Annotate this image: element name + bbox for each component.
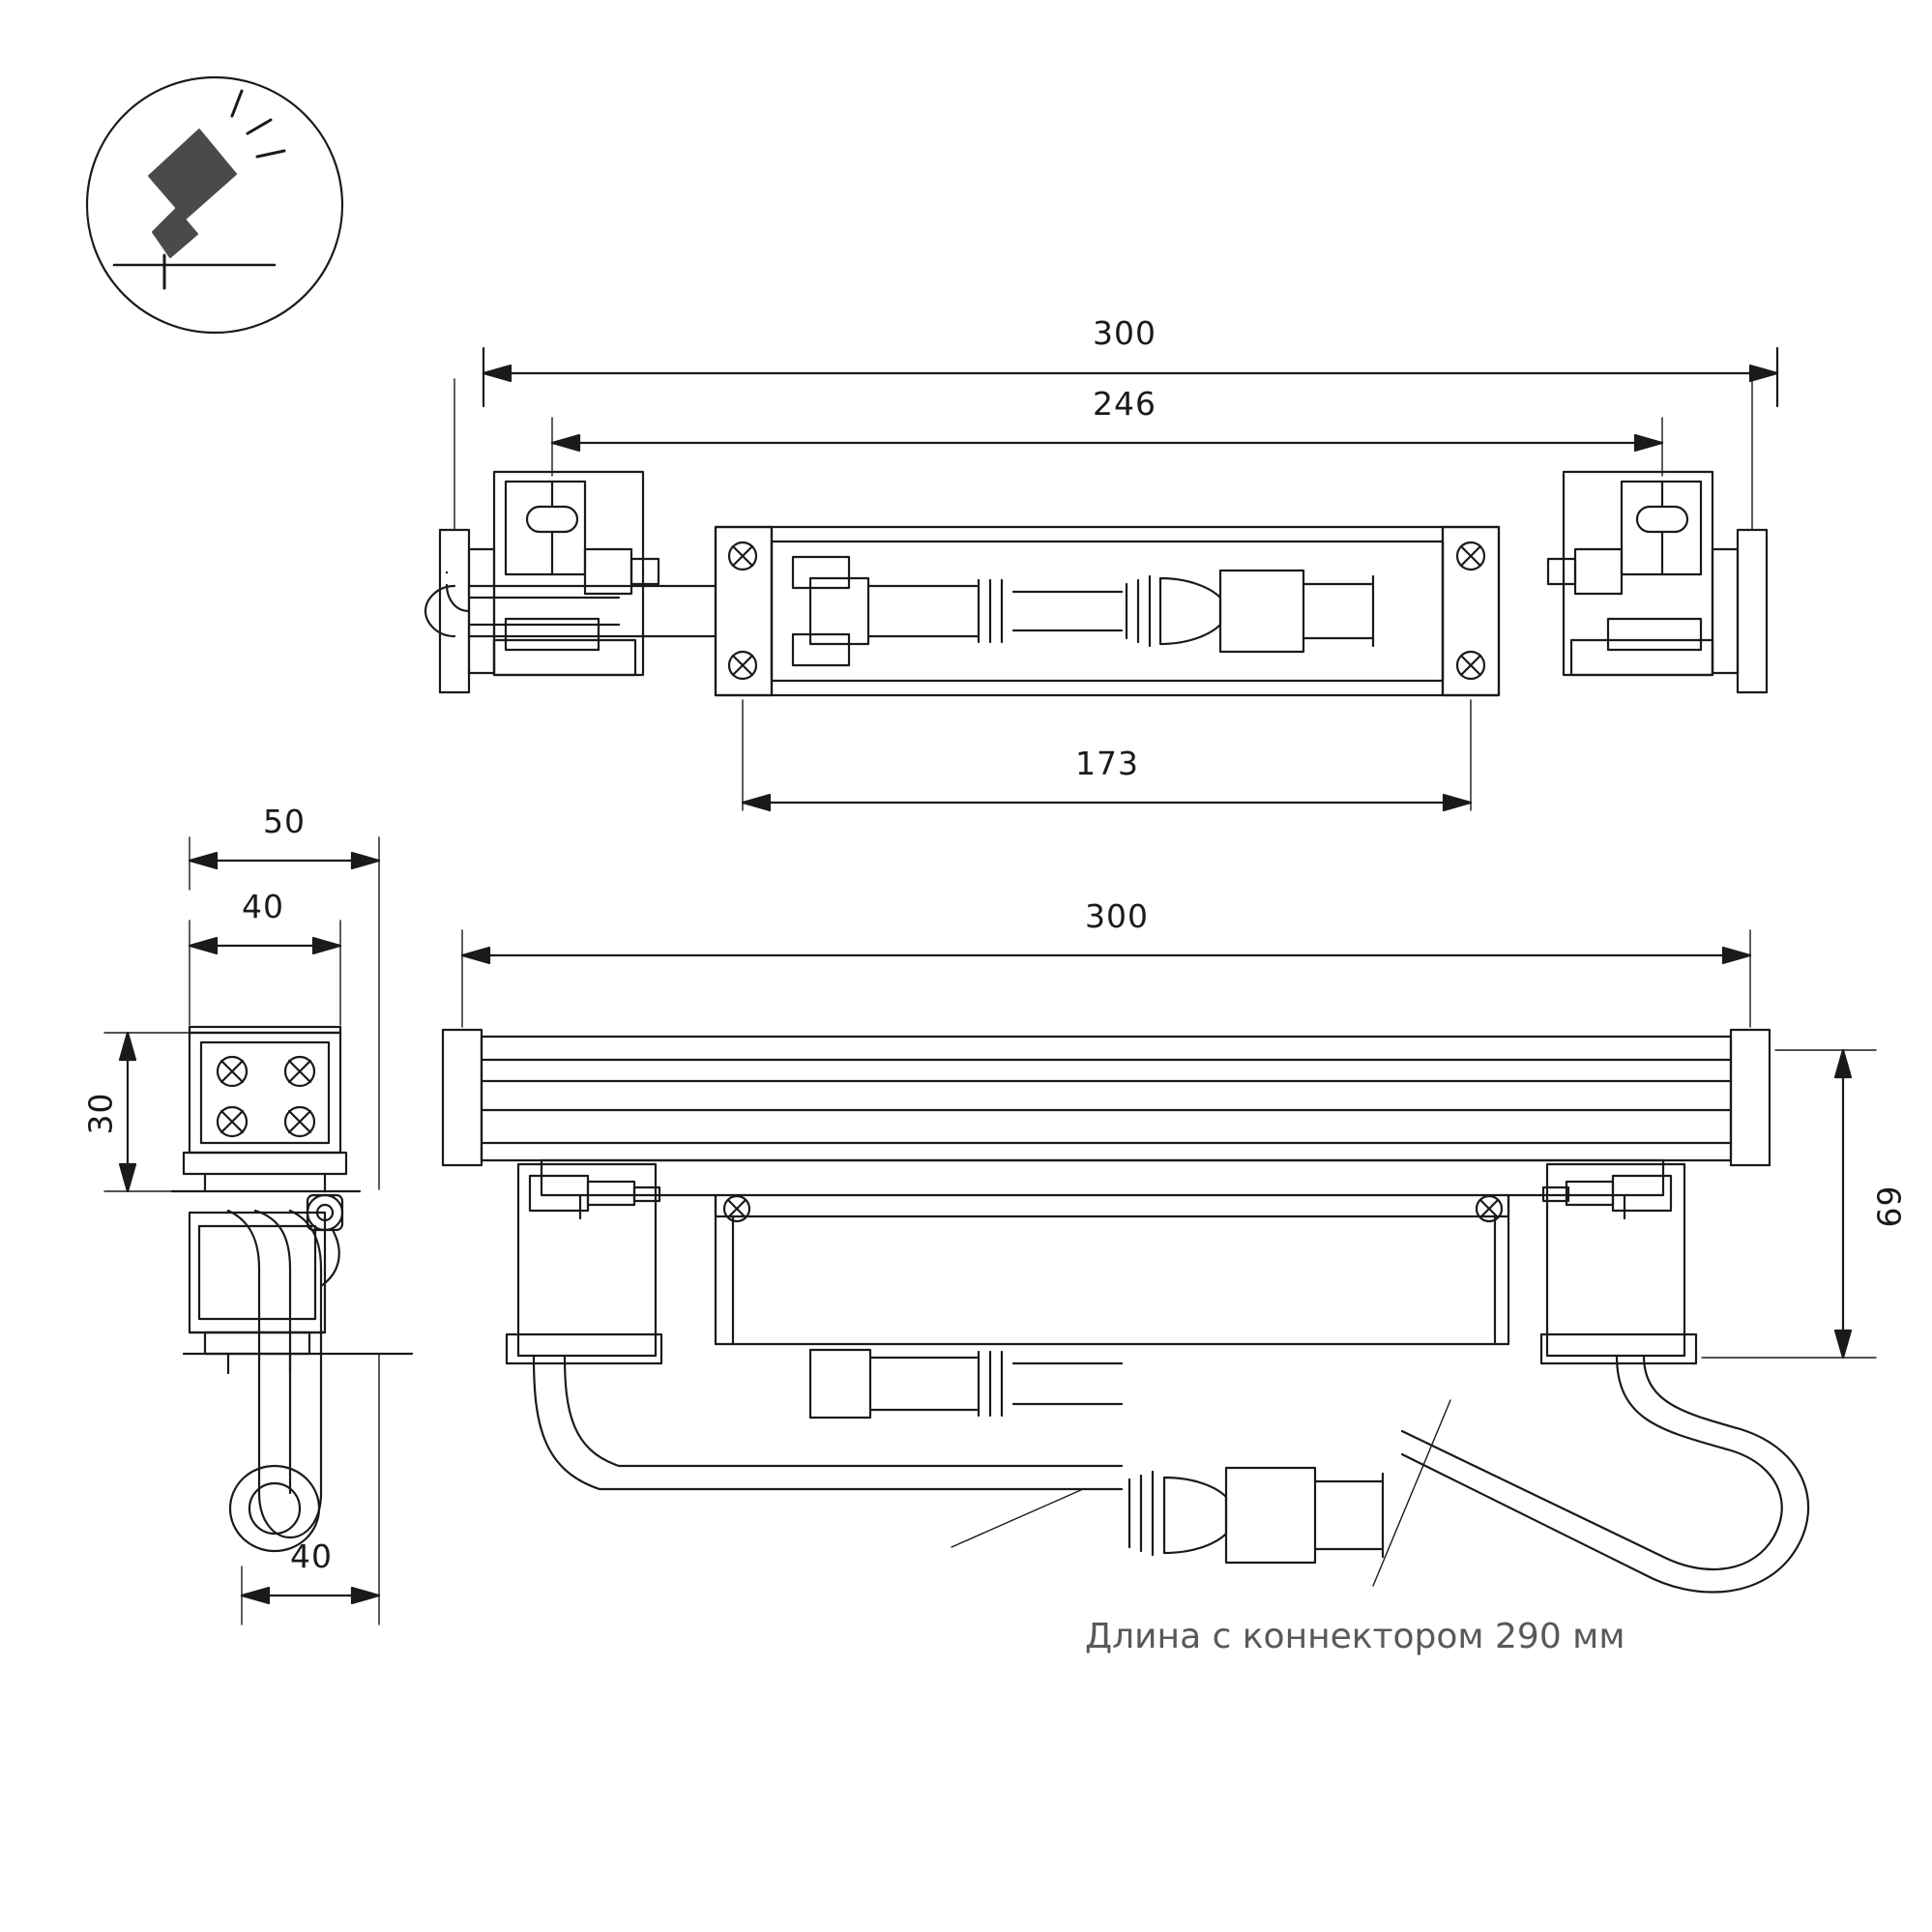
dim-label-side-base-width: 40 bbox=[290, 1537, 333, 1575]
dim-label-front-height: 69 bbox=[1870, 1185, 1909, 1228]
dim-label-top-body: 173 bbox=[1075, 745, 1139, 782]
dim-front-69 bbox=[1702, 1050, 1876, 1358]
dim-label-side-height: 30 bbox=[81, 1092, 120, 1135]
dim-label-front-length: 300 bbox=[1085, 897, 1149, 935]
dim-side-50 bbox=[190, 837, 379, 1189]
dim-label-top-mount-span: 246 bbox=[1093, 385, 1156, 423]
dim-front-300 bbox=[462, 930, 1750, 1027]
dim-label-top-overall: 300 bbox=[1093, 314, 1156, 352]
dim-top-300 bbox=[454, 348, 1777, 530]
top-view-geometry bbox=[425, 472, 1767, 695]
front-view-geometry bbox=[443, 1030, 1808, 1593]
cable-length-note: Длина с коннектором 290 мм bbox=[1085, 1617, 1625, 1656]
dim-side-40-top bbox=[190, 921, 340, 1025]
dim-label-side-depth-inner: 40 bbox=[242, 888, 284, 925]
dim-top-246 bbox=[552, 418, 1662, 476]
spotlight-on-ground-icon bbox=[87, 77, 342, 333]
dim-side-40-bottom bbox=[242, 1354, 379, 1625]
side-view-geometry bbox=[172, 1027, 412, 1551]
dim-label-side-depth-outer: 50 bbox=[263, 803, 306, 840]
